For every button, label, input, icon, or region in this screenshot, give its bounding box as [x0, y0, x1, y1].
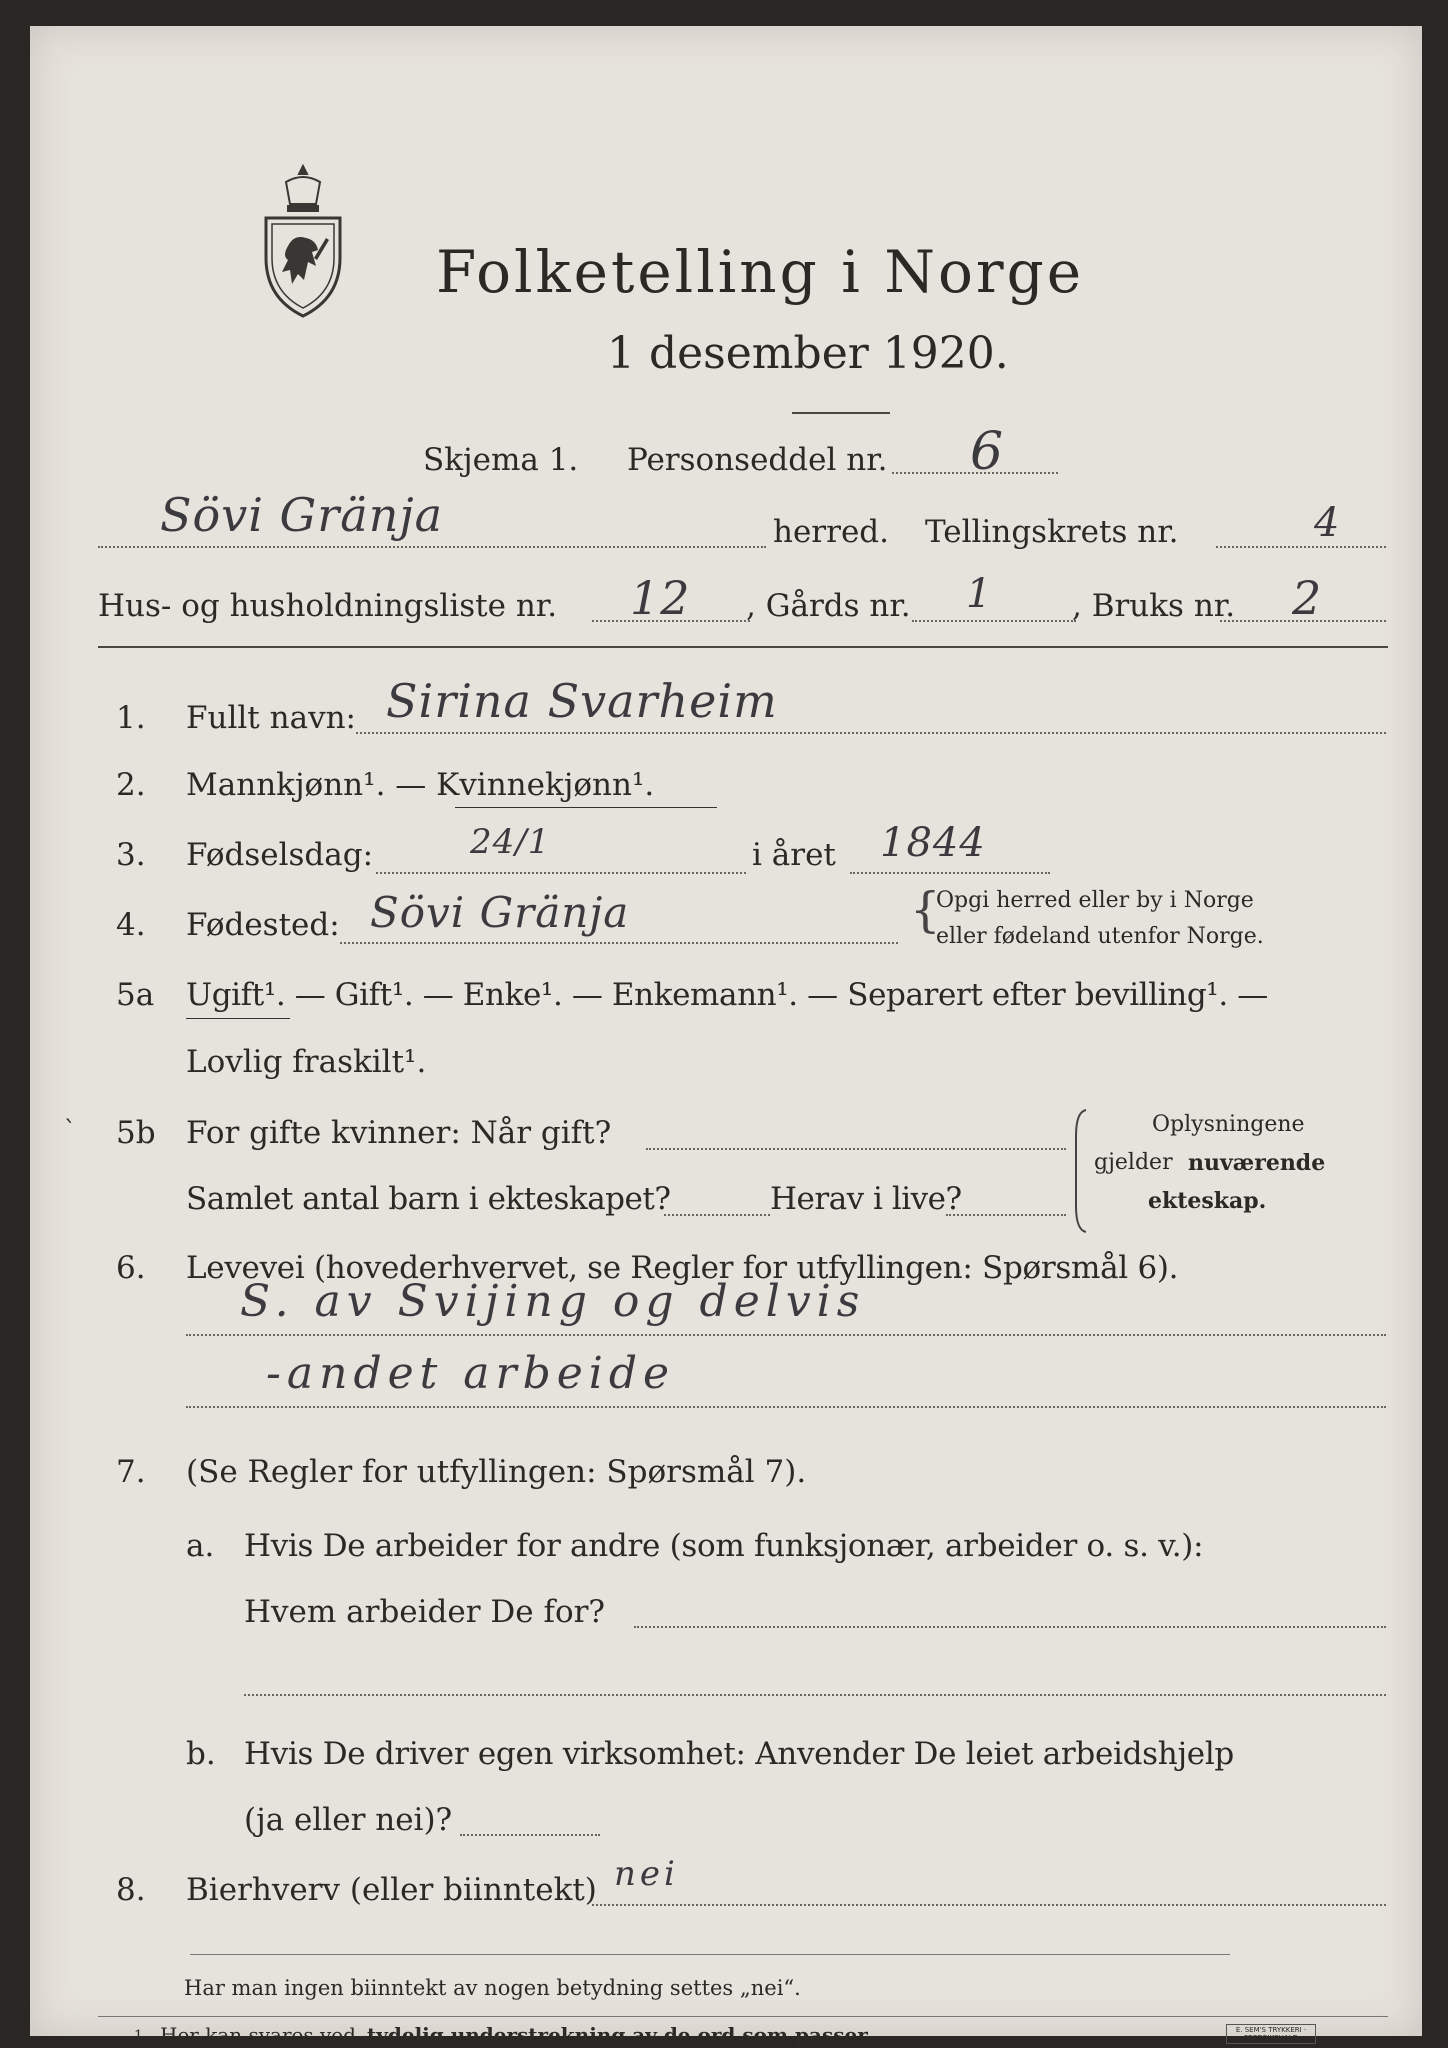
gards-value: 1 [966, 571, 993, 617]
footer-note: Har man ingen biinntekt av nogen betydning settes „nei“. [184, 1976, 801, 2000]
birthplace-note-line1: Opgi herred eller by i Norge [936, 888, 1254, 913]
alive-label: Herav i live? [770, 1181, 962, 1217]
marriage-note-line1: Oplysningene [1152, 1112, 1305, 1137]
occupation-value-2: -andet arbeide [266, 1348, 676, 1399]
full-name-value: Sirina Svarheim [386, 674, 778, 728]
q8-number: 8. [116, 1872, 146, 1908]
q7b-letter: b. [186, 1736, 216, 1772]
q7-number: 7. [116, 1454, 146, 1490]
note-brace: { [910, 882, 941, 938]
side-income-field[interactable] [592, 1904, 1386, 1906]
occupation-field-2[interactable] [186, 1406, 1386, 1408]
gender-underline [455, 807, 717, 808]
occupation-field-1[interactable] [186, 1334, 1386, 1336]
q7b-question: Hvis De driver egen virksomhet: Anvender De leiet arbeidshjelp [244, 1736, 1234, 1772]
form-title: Folketelling i Norge [436, 238, 1085, 306]
q7b-yesno-label: (ja eller nei)? [244, 1802, 453, 1838]
birth-year-value: 1844 [880, 820, 986, 866]
birthplace-note-line2: eller fødeland utenfor Norge. [936, 924, 1264, 949]
personseddel-label: Personseddel nr. [627, 442, 888, 478]
marriage-note-line3: ekteskap. [1148, 1188, 1267, 1214]
printer-stamp: E. SEM'S TRYKKERI · FREDRIKSHALD [1226, 2024, 1316, 2044]
gender-options: Mannkjønn¹. — Kvinnekjønn¹. [186, 767, 655, 803]
children-label: Samlet antal barn i ekteskapet? [186, 1181, 671, 1217]
q2-number: 2. [116, 767, 146, 803]
q3-number: 3. [116, 837, 146, 873]
q8-label: Bierhverv (eller biinntekt) [186, 1872, 597, 1908]
hired-help-field[interactable] [460, 1834, 600, 1836]
footnote-number: 1 [134, 2028, 143, 2044]
birthday-field[interactable] [376, 872, 746, 874]
margin-mark: ` [64, 1116, 76, 1144]
children-alive-field[interactable] [946, 1214, 1066, 1216]
q5b-label: For gifte kvinner: Når gift? [186, 1115, 612, 1151]
q7a-question: Hvis De arbeider for andre (som funksjonær, arbeider o. s. v.): [244, 1528, 1204, 1564]
q6-number: 6. [116, 1250, 146, 1286]
herred-field[interactable] [98, 546, 766, 548]
marital-underline [186, 1018, 290, 1019]
q7a-who-label: Hvem arbeider De for? [244, 1594, 606, 1630]
birth-year-field[interactable] [850, 872, 1050, 874]
census-form [30, 26, 1422, 2047]
q6-label: Levevei (hovederhvervet, se Regler for utfyllingen: Spørsmål 6). [186, 1250, 1179, 1286]
personseddel-value: 6 [970, 422, 1005, 482]
full-name-field[interactable] [356, 732, 1386, 734]
q7a-letter: a. [186, 1528, 215, 1564]
birthday-value: 24/1 [470, 822, 551, 862]
side-income-value: nei [614, 1854, 679, 1894]
footnote-text-b: tydelig understrekning av de ord som passer. [367, 2023, 873, 2047]
marital-status-options: Ugift¹. — Gift¹. — Enke¹. — Enkemann¹. — Separert efter bevilling¹. — [186, 977, 1268, 1013]
gards-field[interactable] [912, 620, 1076, 622]
note-bracket-icon [1070, 1106, 1090, 1236]
husliste-label: Hus- og husholdningsliste nr. [98, 588, 558, 624]
tellingskrets-label: Tellingskrets nr. [925, 514, 1179, 550]
q3-label: Fødselsdag: [186, 837, 374, 873]
bruks-label: , Bruks nr. [1072, 588, 1236, 624]
herred-label: herred. [773, 514, 889, 550]
marriage-note-line2b: nuværende [1188, 1150, 1326, 1176]
employer-field-2[interactable] [244, 1694, 1386, 1696]
footnote-text-a: Her kan svares ved [160, 2023, 356, 2047]
children-total-field[interactable] [664, 1214, 770, 1216]
husliste-value: 12 [630, 571, 691, 625]
header-divider [98, 646, 1388, 648]
q5b-number: 5b [116, 1115, 156, 1151]
marriage-note-line2a: gjelder [1094, 1150, 1173, 1175]
q1-label: Fullt navn: [186, 700, 356, 736]
q7-label: (Se Regler for utfyllingen: Spørsmål 7). [186, 1454, 807, 1490]
coat-of-arms-icon [258, 162, 348, 322]
q4-number: 4. [116, 907, 146, 943]
tellingskrets-value: 4 [1314, 500, 1341, 546]
q1-number: 1. [116, 700, 146, 736]
married-when-field[interactable] [646, 1148, 1066, 1150]
birthplace-value: Sövi Gränja [370, 888, 630, 937]
footnote-divider [98, 2016, 1388, 2017]
q5a-number: 5a [116, 977, 155, 1013]
birthplace-field[interactable] [340, 942, 898, 944]
employer-field-1[interactable] [634, 1626, 1386, 1628]
form-date: 1 desember 1920. [607, 328, 1009, 379]
occupation-value-1: S. av Svijing og delvis [240, 1276, 866, 1327]
gards-label: , Gårds nr. [746, 588, 911, 624]
q4-label: Fødested: [186, 907, 340, 943]
skjema-label: Skjema 1. [423, 442, 579, 478]
tellingskrets-field[interactable] [1216, 546, 1386, 548]
title-divider [792, 412, 890, 414]
marital-status-options-2: Lovlig fraskilt¹. [186, 1044, 427, 1080]
footer-divider [190, 1954, 1230, 1955]
bruks-value: 2 [1292, 571, 1323, 625]
q3-year-label: i året [752, 837, 836, 873]
herred-value: Sövi Gränja [160, 488, 444, 542]
